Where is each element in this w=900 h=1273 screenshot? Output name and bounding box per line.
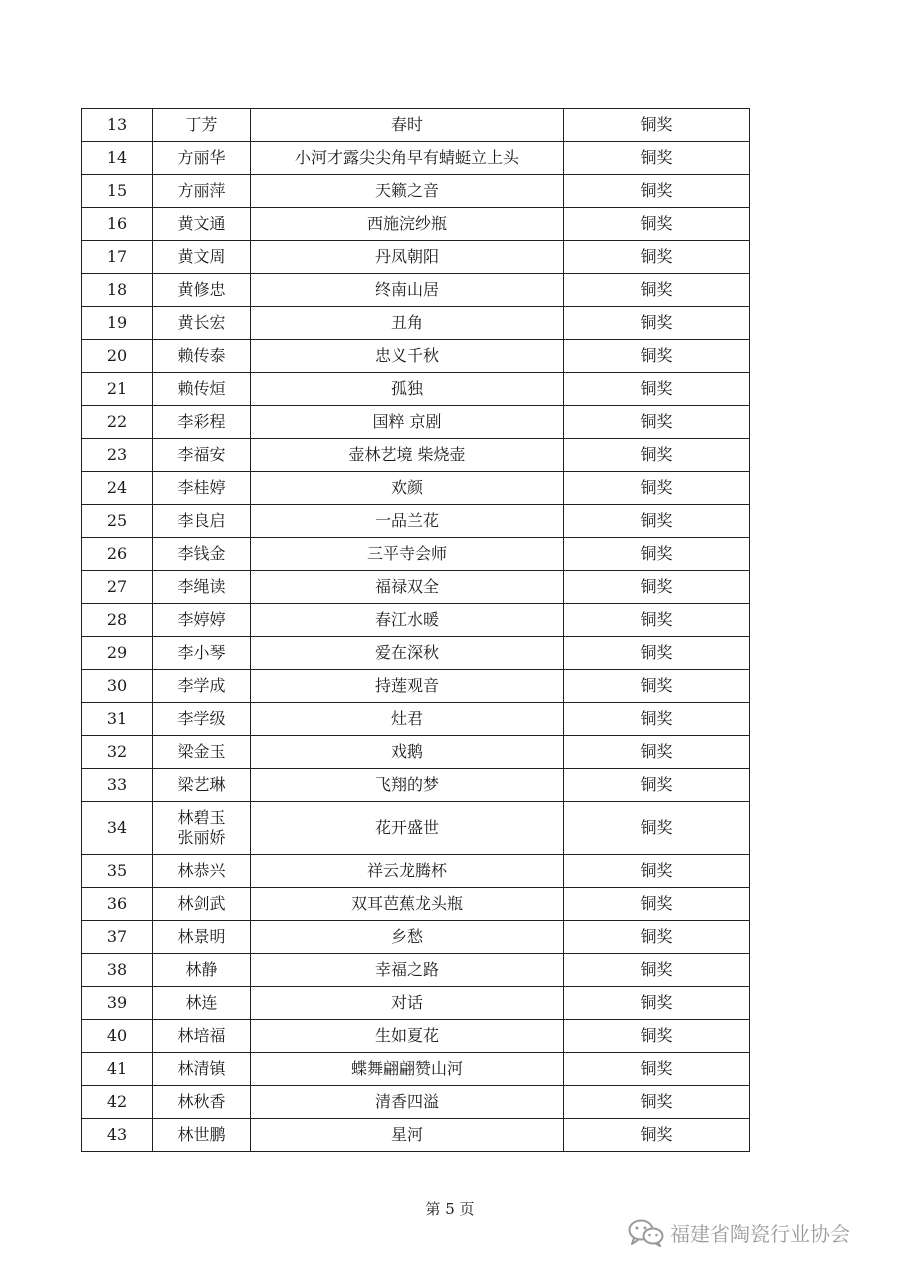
author-name: 方丽华 (177, 148, 226, 167)
cell-number: 31 (82, 703, 153, 736)
cell-number: 37 (82, 921, 153, 954)
author-name: 梁艺琳 (177, 775, 226, 794)
cell-work-title: 星河 (251, 1119, 564, 1152)
cell-award: 铜奖 (564, 571, 750, 604)
cell-award: 铜奖 (564, 802, 750, 855)
cell-number: 13 (82, 109, 153, 142)
cell-number: 38 (82, 954, 153, 987)
cell-author (153, 142, 251, 175)
cell-award: 铜奖 (564, 855, 750, 888)
author-name: 李桂婷 (177, 478, 226, 497)
cell-number: 19 (82, 307, 153, 340)
table-row (82, 1020, 750, 1053)
cell-author (153, 307, 251, 340)
author-name: 黄文周 (177, 247, 226, 266)
author-name: 李绳读 (177, 577, 226, 596)
cell-author (153, 439, 251, 472)
cell-author (153, 340, 251, 373)
cell-author (153, 571, 251, 604)
table-row (82, 472, 750, 505)
cell-work-title: 对话 (251, 987, 564, 1020)
cell-award: 铜奖 (564, 987, 750, 1020)
cell-work-title: 祥云龙腾杯 (251, 855, 564, 888)
cell-work-title: 欢颜 (251, 472, 564, 505)
table-row (82, 406, 750, 439)
cell-number: 23 (82, 439, 153, 472)
cell-author (153, 604, 251, 637)
table-row (82, 208, 750, 241)
cell-author (153, 505, 251, 538)
cell-number: 36 (82, 888, 153, 921)
author-name: 林培福 (177, 1026, 226, 1045)
cell-award: 铜奖 (564, 888, 750, 921)
author-name: 林连 (185, 993, 218, 1012)
table-row (82, 855, 750, 888)
author-name: 林碧玉 (177, 808, 226, 827)
cell-author (153, 736, 251, 769)
page-number: 第 5 页 (425, 1200, 475, 1218)
author-name: 李婷婷 (177, 610, 226, 629)
cell-work-title: 爱在深秋 (251, 637, 564, 670)
cell-number: 21 (82, 373, 153, 406)
cell-author (153, 637, 251, 670)
cell-award: 铜奖 (564, 604, 750, 637)
table-row (82, 175, 750, 208)
cell-award: 铜奖 (564, 1020, 750, 1053)
table-row (82, 670, 750, 703)
cell-award: 铜奖 (564, 538, 750, 571)
table-row (82, 802, 750, 855)
cell-work-title: 春时 (251, 109, 564, 142)
cell-work-title: 幸福之路 (251, 954, 564, 987)
cell-number: 29 (82, 637, 153, 670)
author-name: 黄文通 (177, 214, 226, 233)
table-row (82, 439, 750, 472)
cell-number: 34 (82, 802, 153, 855)
cell-work-title: 丑角 (251, 307, 564, 340)
table-row (82, 1053, 750, 1086)
cell-author (153, 208, 251, 241)
table-row (82, 109, 750, 142)
cell-author (153, 921, 251, 954)
cell-award: 铜奖 (564, 373, 750, 406)
table-row (82, 888, 750, 921)
cell-work-title: 壶林艺境 柴烧壶 (251, 439, 564, 472)
cell-number: 20 (82, 340, 153, 373)
author-name: 李学成 (177, 676, 226, 695)
table-row (82, 1086, 750, 1119)
wechat-icon (628, 1219, 664, 1247)
cell-work-title: 三平寺会师 (251, 538, 564, 571)
cell-work-title: 灶君 (251, 703, 564, 736)
cell-award: 铜奖 (564, 769, 750, 802)
cell-work-title: 终南山居 (251, 274, 564, 307)
table-row (82, 987, 750, 1020)
cell-number: 40 (82, 1020, 153, 1053)
author-name: 林清镇 (177, 1059, 226, 1078)
cell-award: 铜奖 (564, 954, 750, 987)
cell-number: 32 (82, 736, 153, 769)
cell-number: 24 (82, 472, 153, 505)
cell-number: 30 (82, 670, 153, 703)
table-row (82, 769, 750, 802)
cell-author (153, 406, 251, 439)
cell-number: 25 (82, 505, 153, 538)
cell-award: 铜奖 (564, 670, 750, 703)
cell-author (153, 769, 251, 802)
award-table-body (82, 109, 750, 1152)
cell-work-title: 忠义千秋 (251, 340, 564, 373)
cell-award: 铜奖 (564, 307, 750, 340)
table-row (82, 142, 750, 175)
author-name: 李彩程 (177, 412, 226, 431)
cell-award: 铜奖 (564, 274, 750, 307)
author-name: 林静 (185, 960, 218, 979)
cell-work-title: 福禄双全 (251, 571, 564, 604)
cell-work-title: 丹凤朝阳 (251, 241, 564, 274)
author-name: 丁芳 (185, 115, 218, 134)
author-name: 方丽萍 (177, 181, 226, 200)
cell-author (153, 802, 251, 855)
cell-award: 铜奖 (564, 637, 750, 670)
cell-award: 铜奖 (564, 340, 750, 373)
cell-author (153, 1086, 251, 1119)
cell-number: 26 (82, 538, 153, 571)
cell-author (153, 888, 251, 921)
award-table (81, 108, 750, 1152)
cell-author (153, 373, 251, 406)
cell-author (153, 954, 251, 987)
author-name: 林恭兴 (177, 861, 226, 880)
cell-author (153, 1119, 251, 1152)
cell-work-title: 乡愁 (251, 921, 564, 954)
table-row (82, 571, 750, 604)
cell-number: 27 (82, 571, 153, 604)
cell-work-title: 蝶舞翩翩赞山河 (251, 1053, 564, 1086)
cell-number: 39 (82, 987, 153, 1020)
table-row (82, 954, 750, 987)
table-row (82, 505, 750, 538)
cell-number: 35 (82, 855, 153, 888)
cell-award: 铜奖 (564, 241, 750, 274)
cell-award: 铜奖 (564, 142, 750, 175)
author-name: 李福安 (177, 445, 226, 464)
cell-work-title: 小河才露尖尖角早有蜻蜓立上头 (251, 142, 564, 175)
cell-award: 铜奖 (564, 175, 750, 208)
cell-award: 铜奖 (564, 703, 750, 736)
author-name: 林秋香 (177, 1092, 226, 1111)
cell-award: 铜奖 (564, 505, 750, 538)
cell-number: 33 (82, 769, 153, 802)
author-name: 林世鹏 (177, 1125, 226, 1144)
cell-award: 铜奖 (564, 1119, 750, 1152)
cell-number: 43 (82, 1119, 153, 1152)
cell-number: 28 (82, 604, 153, 637)
table-row (82, 736, 750, 769)
cell-work-title: 西施浣纱瓶 (251, 208, 564, 241)
cell-number: 14 (82, 142, 153, 175)
author-name: 林景明 (177, 927, 226, 946)
watermark-text: 福建省陶瓷行业协会 (670, 1222, 850, 1246)
cell-work-title: 双耳芭蕉龙头瓶 (251, 888, 564, 921)
author-name: 黄长宏 (177, 313, 226, 332)
cell-number: 41 (82, 1053, 153, 1086)
cell-work-title: 一品兰花 (251, 505, 564, 538)
cell-author (153, 274, 251, 307)
cell-award: 铜奖 (564, 406, 750, 439)
cell-award: 铜奖 (564, 736, 750, 769)
cell-award: 铜奖 (564, 109, 750, 142)
cell-author (153, 1053, 251, 1086)
watermark (628, 1218, 850, 1247)
cell-award: 铜奖 (564, 439, 750, 472)
author-name: 张丽娇 (177, 828, 226, 847)
cell-author (153, 703, 251, 736)
cell-author (153, 175, 251, 208)
author-name: 赖传泰 (177, 346, 226, 365)
cell-author (153, 855, 251, 888)
cell-author (153, 538, 251, 571)
cell-number: 42 (82, 1086, 153, 1119)
cell-work-title: 持莲观音 (251, 670, 564, 703)
cell-award: 铜奖 (564, 208, 750, 241)
cell-award: 铜奖 (564, 472, 750, 505)
table-row (82, 538, 750, 571)
cell-work-title: 国粹 京剧 (251, 406, 564, 439)
cell-author (153, 241, 251, 274)
cell-work-title: 飞翔的梦 (251, 769, 564, 802)
cell-author (153, 670, 251, 703)
cell-number: 15 (82, 175, 153, 208)
cell-work-title: 戏鹅 (251, 736, 564, 769)
table-row (82, 1119, 750, 1152)
cell-work-title: 春江水暖 (251, 604, 564, 637)
author-name: 李钱金 (177, 544, 226, 563)
cell-author (153, 472, 251, 505)
cell-author (153, 109, 251, 142)
cell-work-title: 孤独 (251, 373, 564, 406)
cell-award: 铜奖 (564, 1053, 750, 1086)
table-row (82, 274, 750, 307)
table-row (82, 637, 750, 670)
cell-number: 22 (82, 406, 153, 439)
cell-number: 18 (82, 274, 153, 307)
table-row (82, 241, 750, 274)
author-name: 梁金玉 (177, 742, 226, 761)
cell-author (153, 987, 251, 1020)
cell-author (153, 1020, 251, 1053)
author-name: 林剑武 (177, 894, 226, 913)
table-row (82, 921, 750, 954)
table-row (82, 340, 750, 373)
table-row (82, 703, 750, 736)
table-row (82, 604, 750, 637)
table-row (82, 307, 750, 340)
cell-work-title: 生如夏花 (251, 1020, 564, 1053)
author-name: 李学级 (177, 709, 226, 728)
author-name: 赖传烜 (177, 379, 226, 398)
table-row (82, 373, 750, 406)
cell-award: 铜奖 (564, 921, 750, 954)
cell-work-title: 天籁之音 (251, 175, 564, 208)
cell-work-title: 清香四溢 (251, 1086, 564, 1119)
author-name: 李良启 (177, 511, 226, 530)
cell-number: 17 (82, 241, 153, 274)
author-name: 黄修忠 (177, 280, 226, 299)
cell-number: 16 (82, 208, 153, 241)
author-name: 李小琴 (177, 643, 226, 662)
cell-work-title: 花开盛世 (251, 802, 564, 855)
cell-award: 铜奖 (564, 1086, 750, 1119)
